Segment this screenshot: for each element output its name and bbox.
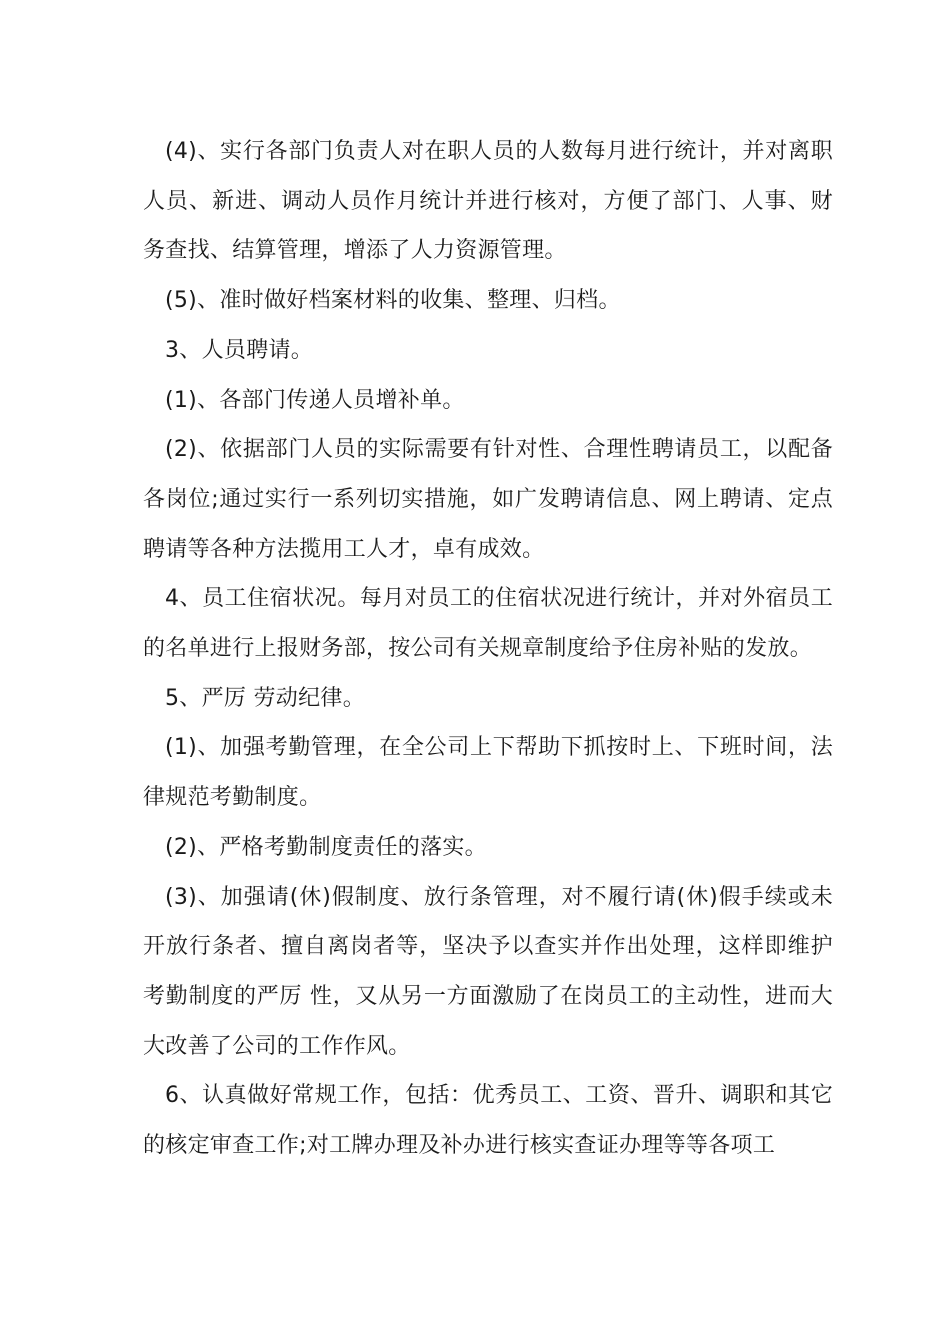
paragraph-item-1: (1)、加强考勤管理，在全公司上下帮助下抓按时上、下班时间，法律规范考勤制度。 xyxy=(143,735,833,811)
section-heading-5: 5、严厉 劳动纪律。 xyxy=(165,685,365,711)
section-paragraph-4: 4、员工住宿状况。每月对员工的住宿状况进行统计，并对外宿员工的名单进行上报财务部，按公司有关规章制度给予住房补贴的发放。 xyxy=(143,586,833,662)
paragraph-item-1: (1)、各部门传递人员增补单。 xyxy=(165,387,465,413)
paragraph-item-2: (2)、依据部门人员的实际需要有针对性、合理性聘请员工，以配备各岗位;通过实行一系列切实措施，如广发聘请信息、网上聘请、定点聘请等各种方法揽用工人才，卓有成效。 xyxy=(143,437,833,562)
paragraph-item-3: (3)、加强请(休)假制度、放行条管理，对不履行请(休)假手续或未开放行条者、擅自离岗者等，坚决予以查实并作出处理，这样即维护考勤制度的严厉 性，又从另一方面激励了在岗员工的主动性，进而大大改善了公司的工作作风。 xyxy=(143,884,833,1059)
paragraph-item-4: (4)、实行各部门负责人对在职人员的人数每月进行统计，并对离职人员、新进、调动人员作月统计并进行核对，方便了部门、人事、财务查找、结算管理，增添了人力资源管理。 xyxy=(143,139,833,264)
section-heading-3: 3、人员聘请。 xyxy=(165,337,314,363)
paragraph-item-5: (5)、准时做好档案材料的收集、整理、归档。 xyxy=(165,288,621,314)
paragraph-item-2: (2)、严格考勤制度责任的落实。 xyxy=(165,834,487,860)
document-body xyxy=(143,127,833,1171)
section-paragraph-6: 6、认真做好常规工作，包括：优秀员工、工资、晋升、调职和其它的核定审查工作;对工牌办理及补办进行核实查证办理等等各项工 xyxy=(143,1083,833,1159)
